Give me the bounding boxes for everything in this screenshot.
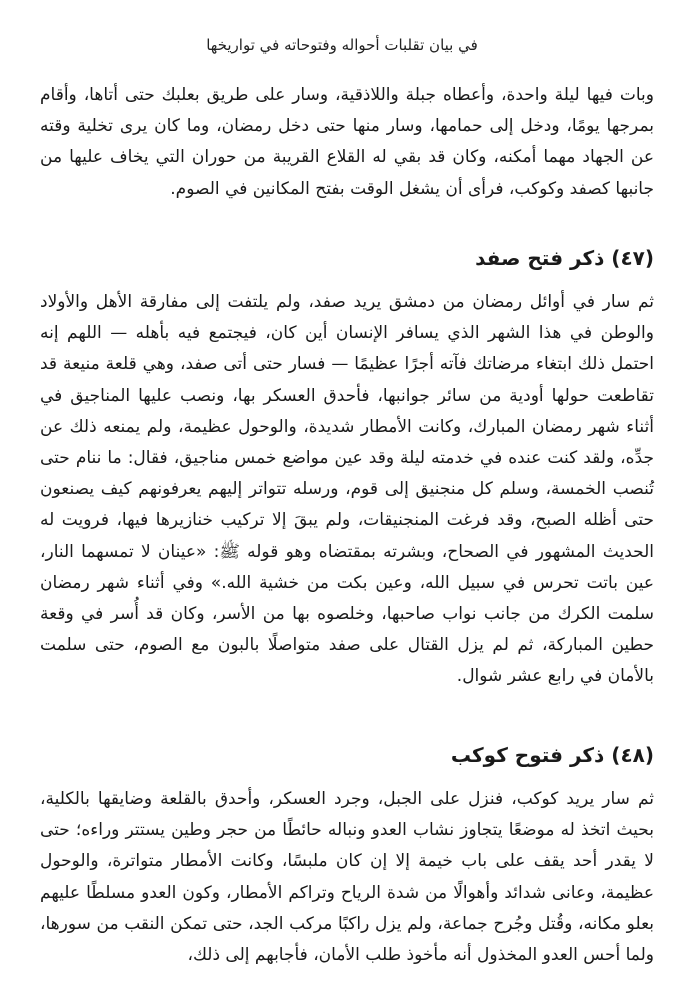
intro-paragraph-block — [40, 80, 654, 205]
section-48-body-block — [40, 784, 654, 971]
section-47-heading: (٤٧) ذكر فتح صفد — [475, 246, 654, 270]
section-48-heading: (٤٨) ذكر فتوح كوكب — [450, 743, 654, 767]
intro-paragraph: وبات فيها ليلة واحدة، وأعطاه جبلة واللاذقية، وسار على طريق بعلبك حتى أتاها، وأقام بمرجها يومًا، ودخل إلى حمامها، وسار منها حتى دخل رمضان، وما كان يرى تخلية وقته عن الجهاد مهما أمكنه، وكان قد بقي له القلاع القريبة من حوران التي يخاف عليها من جانبها كصفد وكوكب، فرأى أن يشغل الوقت بفتح المكانين في الصوم. — [40, 85, 654, 199]
section-48-body: ثم سار يريد كوكب، فنزل على الجبل، وجرد العسكر، وأحدق بالقلعة وضايقها بالكلية، بحيث اتخذ له موضعًا يتجاوز نشاب العدو ونباله حائطًا من حجر وطين يستتر وراءه؛ حتى لا يقدر أحد يقف على باب خيمة إلا إن كان ملبسًا، وكانت الأمطار متواترة، والوحول عظيمة، وعانى شدائد وأهوالًا من شدة الرياح وتراكم الأمطار، وكون العدو مسلطًا عليهم بعلو مكانه، وقُتل وجُرح جماعة، ولم يزل راكبًا مركب الجد، حتى تمكن النقب من سورها، ولما أحس العدو المخذول أنه مأخوذ طلب الأمان، فأجابهم إلى ذلك، — [40, 789, 654, 966]
section-47-body: ثم سار في أوائل رمضان من دمشق يريد صفد، ولم يلتفت إلى مفارقة الأهل والأولاد والوطن في هذا الشهر الذي يسافر الإنسان أين كان، فيجتمع فيه بأهله — اللهم إنه احتمل ذلك ابتغاء مرضاتك فآته أجرًا عظيمًا — فسار حتى أتى صفد، وهي قلعة منيعة قد تقاطعت حولها أودية من سائر جوانبها، فأحدق العسكر بها، ونصب عليها المناجيق في أثناء شهر رمضان المبارك، وكانت الأمطار شديدة، والوحول عظيمة، ولم يمنعه ذلك عن جدِّه، ولقد كنت عنده في خدمته ليلة وقد عين مواضع خمس مناجيق، فقال: ما ننام حتى تُنصب الخمسة، وسلم كل منجنيق إلى قوم، ورسله تتواتر إليهم يعرفونهم كيف يصنعون حتى أظله الصبح، وقد فرغت المنجنيقات، ولم يبقَ إلا تركيب خنازيرها فيها، فرويت له الحديث المشهور في الصحاح، وبشرته بمقتضاه وهو قوله ﷺ: «عينان لا تمسهما النار، عين باتت تحرس في سبيل الله، وعين بكت من خشية الله.» وفي أثناء شهر رمضان سلمت الكرك من جانب نواب صاحبها، وخلصوه بها من الأسر، وكان قد أُسر في وقعة حطين المباركة، ثم لم يزل القتال على صفد متواصلًا بالبون مع الصوم، حتى سلمت بالأمان في رابع عشر شوال. — [40, 292, 654, 687]
section-47-body-block — [40, 287, 654, 693]
section-47-heading-block — [40, 243, 654, 273]
running-header: في بيان تقلبات أحواله وفتوحاته في تواريخها — [206, 36, 478, 54]
section-48-heading-block — [40, 740, 654, 770]
